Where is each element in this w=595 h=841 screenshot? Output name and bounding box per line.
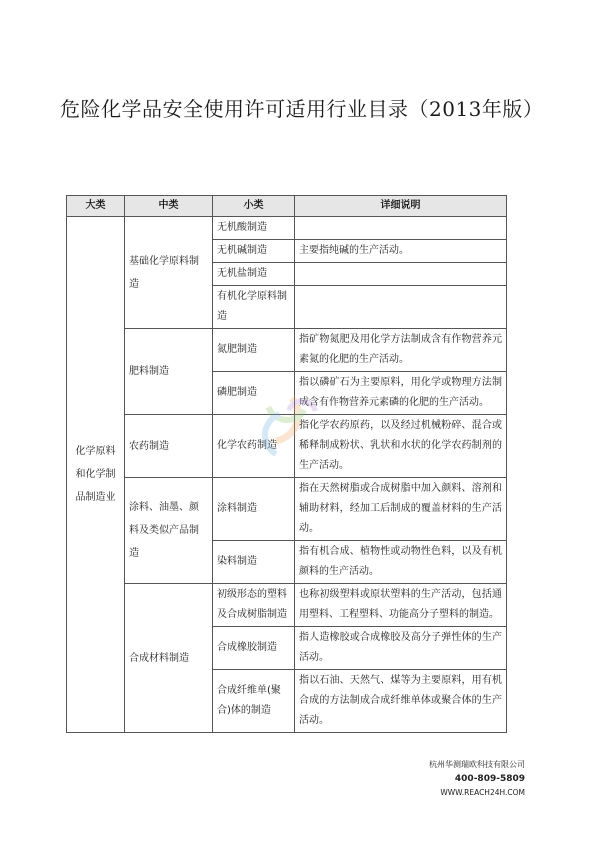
table-header-row: [67, 196, 507, 217]
small-category-cell: 有机化学原料制造: [213, 286, 295, 329]
detail-cell: 指以石油、天然气、煤等为主要原料，用有机合成的方法制成合成纤维单体或聚合体的生产活动。: [295, 670, 507, 733]
mid-category-cell: 基础化学原料制造: [125, 217, 213, 329]
footer-website: WWW.REACH24H.COM: [440, 788, 525, 797]
table-row: [67, 415, 507, 478]
header-detail: 详细说明: [295, 196, 507, 217]
page-footer: [429, 758, 525, 800]
table-row: [67, 478, 507, 541]
industry-catalog-table: [66, 195, 507, 733]
small-category-cell: 染料制造: [213, 541, 295, 584]
table-row: [67, 584, 507, 627]
mid-category-cell: 涂料、油墨、颜料及类似产品制造: [125, 478, 213, 584]
detail-cell: 指以磷矿石为主要原料，用化学或物理方法制成含有作物营养元素磷的化肥的生产活动。: [295, 372, 507, 415]
detail-cell: 指化学农药原药，以及经过机械粉碎、混合或稀释制成粉状、乳状和水状的化学农药制剂的生产活动。: [295, 415, 507, 478]
footer-company-name: 杭州华测瑞欧科技有限公司: [429, 760, 525, 769]
detail-cell: 也称初级塑料或原状塑料的生产活动，包括通用塑料、工程塑料、功能高分子塑料的制造。: [295, 584, 507, 627]
small-category-cell: 无机碱制造: [213, 240, 295, 263]
small-category-cell: 初级形态的塑料及合成树脂制造: [213, 584, 295, 627]
small-category-cell: 无机酸制造: [213, 217, 295, 240]
detail-cell: [295, 217, 507, 240]
detail-cell: [295, 286, 507, 329]
major-category-cell: 化学原料和化学制品制造业: [67, 217, 125, 733]
detail-cell: 指人造橡胶或合成橡胶及高分子弹性体的生产活动。: [295, 627, 507, 670]
mid-category-cell: 农药制造: [125, 415, 213, 478]
small-category-cell: 涂料制造: [213, 478, 295, 541]
header-major-category: 大类: [67, 196, 125, 217]
small-category-cell: 无机盐制造: [213, 263, 295, 286]
mid-category-cell: 肥料制造: [125, 329, 213, 415]
table-row: [67, 329, 507, 372]
detail-cell: 指在天然树脂或合成树脂中加入颜料、溶剂和辅助材料，经加工后制成的覆盖材料的生产活动。: [295, 478, 507, 541]
small-category-cell: 化学农药制造: [213, 415, 295, 478]
document-title: 危险化学品安全使用许可适用行业目录（2013年版）: [60, 97, 544, 121]
detail-cell: [295, 263, 507, 286]
detail-cell: 指有机合成、植物性或动物性色料，以及有机颜料的生产活动。: [295, 541, 507, 584]
header-small-category: 小类: [213, 196, 295, 217]
detail-cell: 指矿物氮肥及用化学方法制成含有作物营养元素氮的化肥的生产活动。: [295, 329, 507, 372]
small-category-cell: 磷肥制造: [213, 372, 295, 415]
small-category-cell: 氮肥制造: [213, 329, 295, 372]
small-category-cell: 合成纤维单(聚合)体的制造: [213, 670, 295, 733]
table-row: [67, 217, 507, 240]
header-mid-category: 中类: [125, 196, 213, 217]
small-category-cell: 合成橡胶制造: [213, 627, 295, 670]
detail-cell: 主要指纯碱的生产活动。: [295, 240, 507, 263]
mid-category-cell: 合成材料制造: [125, 584, 213, 733]
footer-phone: 400-809-5809: [454, 774, 525, 784]
